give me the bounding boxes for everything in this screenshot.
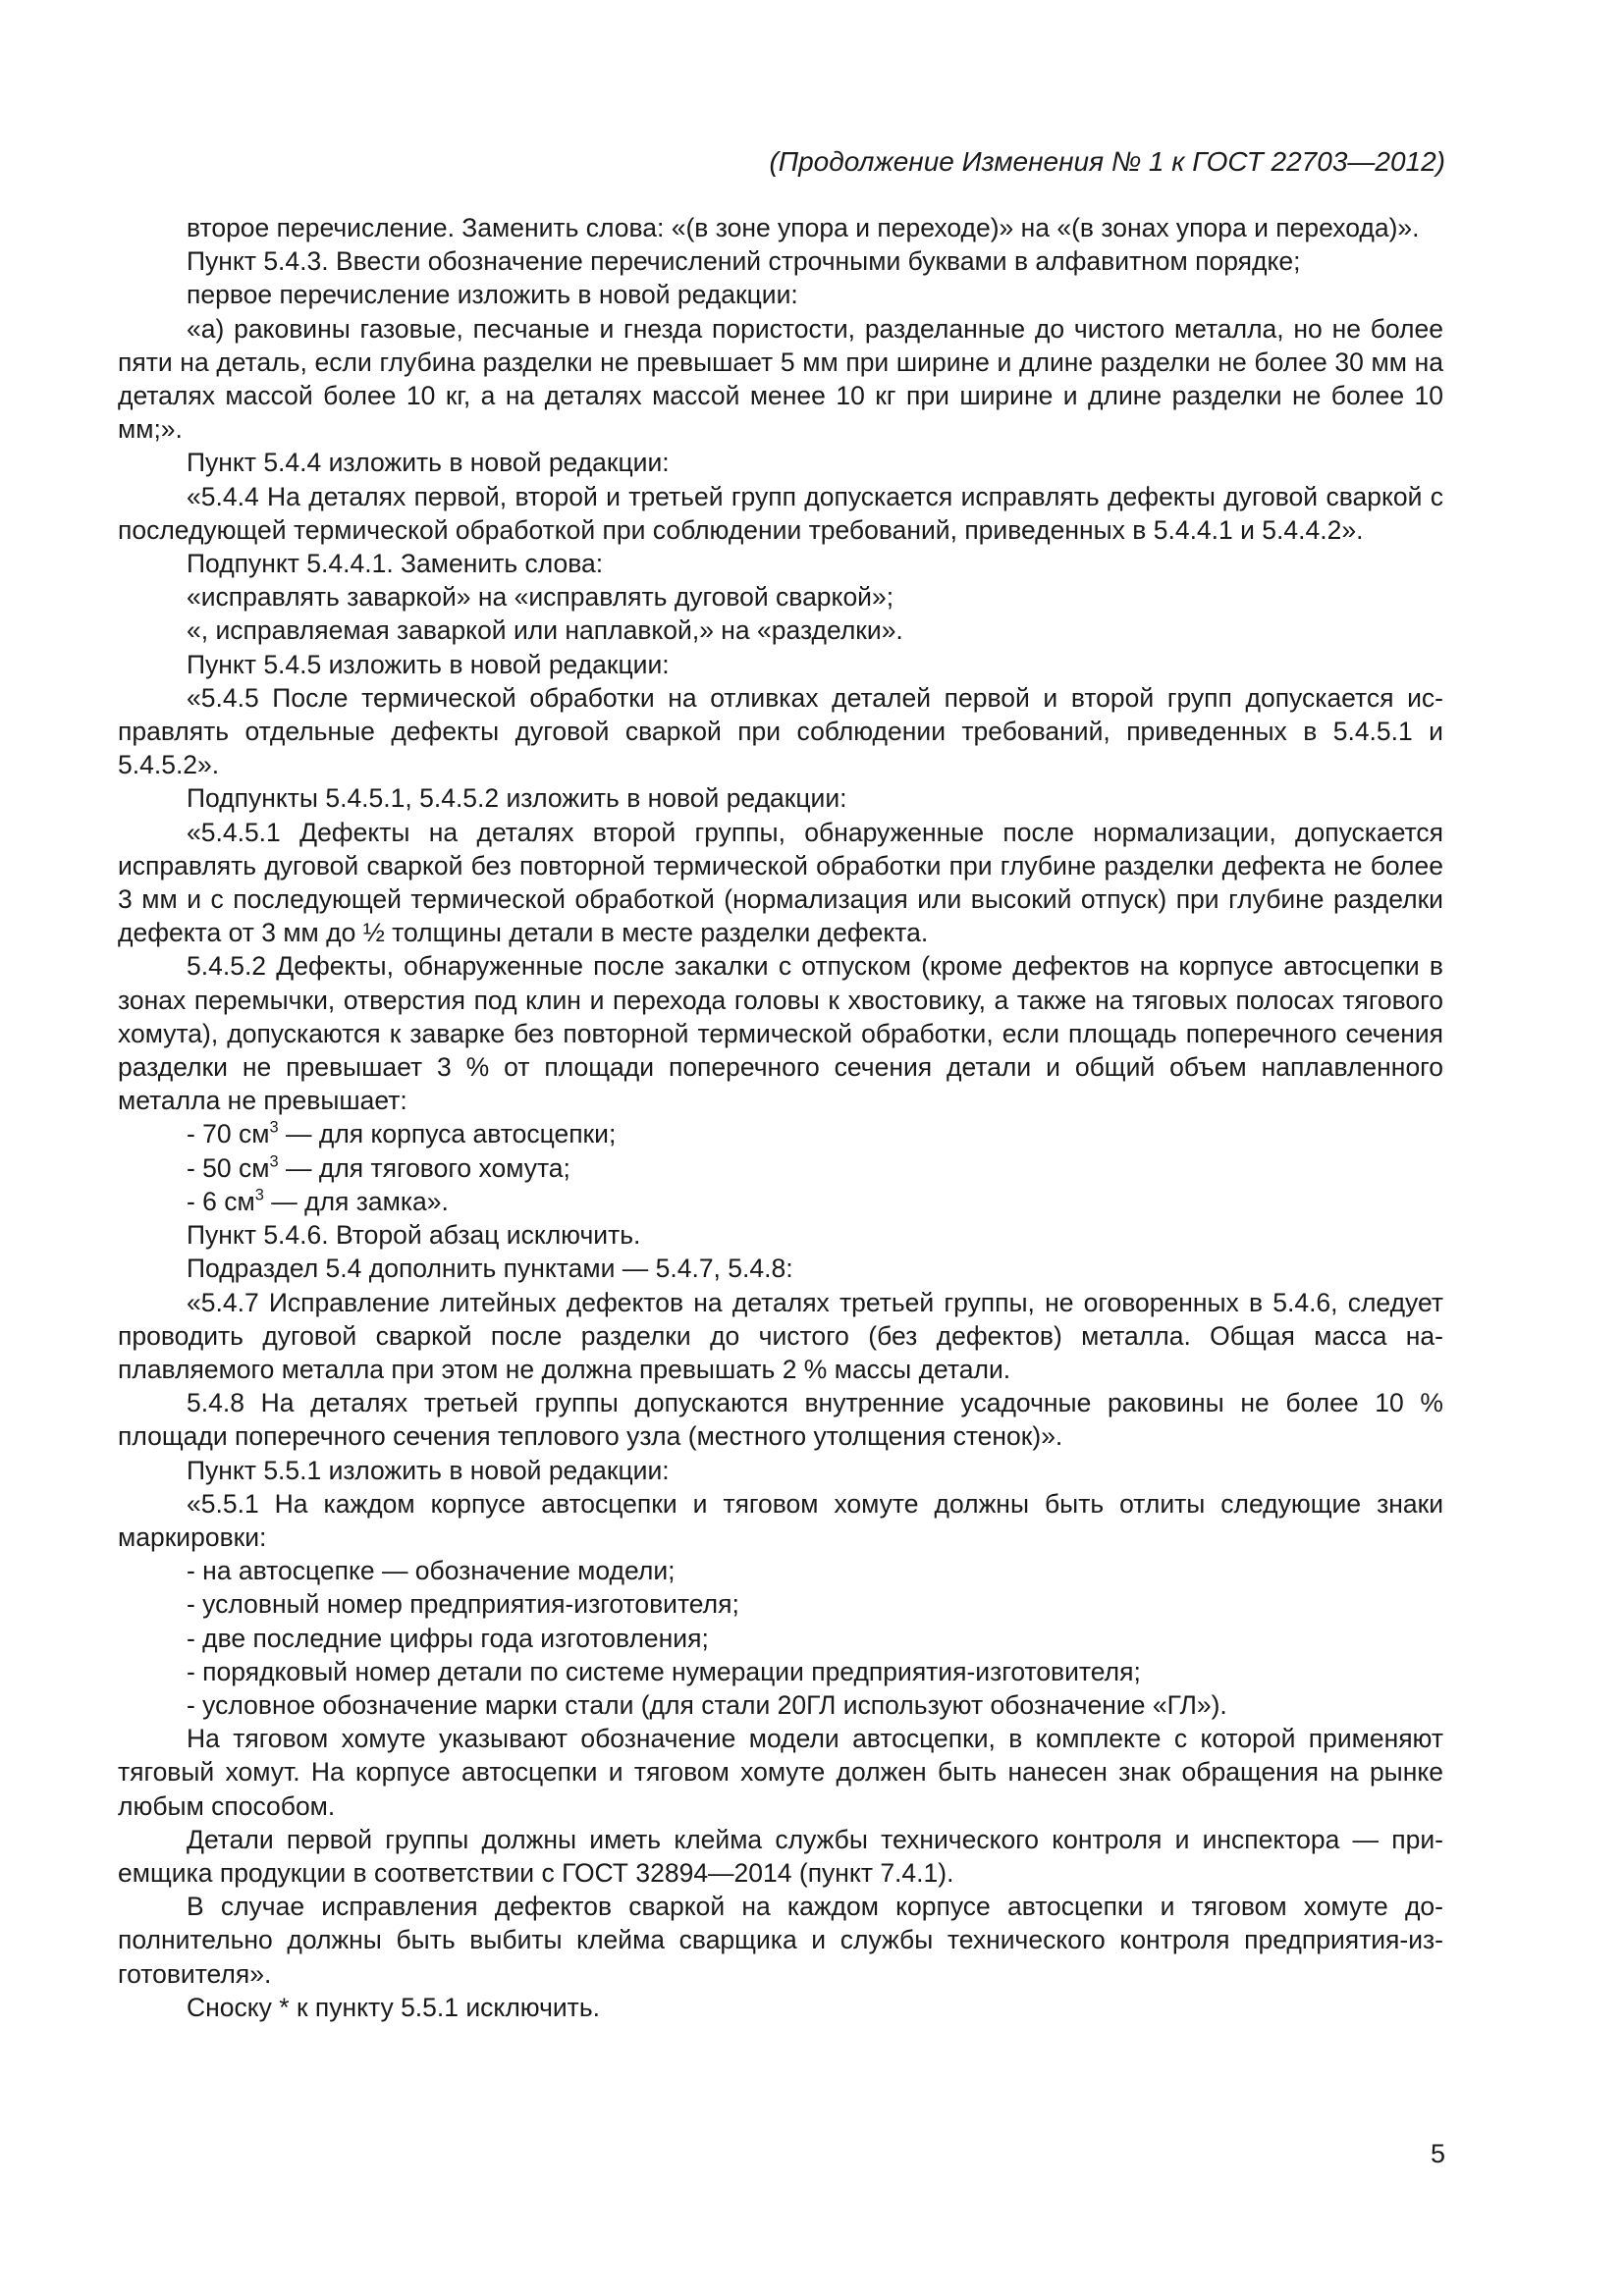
paragraph: На тяговом хомуте указывают обозначение модели автосцепки, в комплекте с которой применяют тяговый хомут. На корпусе автосцепки и тяговом хомуте должен быть нанесен знак обращения на рынке любым способом. xyxy=(118,1724,1443,1821)
marking-item: - условный номер предприятия-изготовителя; xyxy=(187,1589,739,1620)
marking-item: - на автосцепке — обозначение модели; xyxy=(187,1556,676,1586)
volume-item xyxy=(118,1151,1443,1185)
volume-item-text: — для замка». xyxy=(263,1186,449,1216)
volume-item-text: - 70 см xyxy=(187,1119,270,1149)
volume-item-text: — для тягового хомута; xyxy=(278,1152,570,1183)
volume-item-exponent: 3 xyxy=(254,1186,264,1204)
marking-item: - две последние цифры года изготовления; xyxy=(187,1623,709,1653)
volume-item-text: - 6 см xyxy=(187,1186,255,1216)
paragraph: Пункт 5.4.6. Второй абзац исключить. xyxy=(187,1220,641,1251)
marking-item: - условное обозначение марки стали (для стали 20ГЛ используют обозначение «ГЛ»). xyxy=(187,1689,1227,1720)
page-header: (Продолжение Изменения № 1 к ГОСТ 22703—2012) xyxy=(769,146,1445,177)
paragraph: В случае исправления дефектов сваркой на каждом корпусе автосцепки и тяговом хомуте дополнительно должны быть выбиты клейма сварщика и службы технического контроля предприятия-изготовителя». xyxy=(118,1892,1443,1989)
paragraph: Пункт 5.4.5 изложить в новой редакции: xyxy=(187,649,670,679)
paragraph: второе перечисление. Заменить слова: «(в зоне упора и переходе)» на «(в зонах упора и перехода)». xyxy=(187,213,1420,242)
paragraph: Подпункт 5.4.4.1. Заменить слова: xyxy=(187,549,604,579)
paragraph: «, исправляемая заваркой или наплавкой,» на «разделки». xyxy=(187,615,903,646)
paragraph: «исправлять заваркой» на «исправлять дуговой сваркой»; xyxy=(187,582,894,613)
paragraph: Пункт 5.5.1 изложить в новой редакции: xyxy=(187,1455,670,1485)
paragraph: «а) раковины газовые, песчаные и гнезда пористости, разделанные до чистого металла, но не более пяти на деталь, если глубина разделки не превышает 5 мм при ширине и длине разделки не более 30 мм на деталях массой более 10 кг, а на деталях массой менее 10 кг при ширине и длине разделки не более 10 мм;». xyxy=(118,313,1443,445)
paragraph: 5.4.5.2 Дефекты, обнаруженные после закалки с отпуском (кроме дефектов на корпусе автосцепки в зонах перемычки, отверстия под клин и перехода головы к хвостовику, а также на тяговых полосах тягового хомута), допускаются к заварке без повторной термической обработки, если площадь поперечного сечения разделки не превышает 3 % от площади поперечного сечения детали и общий объем наплавленного металла не превышает: xyxy=(118,951,1443,1116)
paragraph: первое перечисление изложить в новой редакции: xyxy=(187,280,798,310)
paragraph: Пункт 5.4.4 изложить в новой редакции: xyxy=(187,448,670,478)
volume-item xyxy=(118,1185,1443,1218)
paragraph: «5.5.1 На каждом корпусе автосцепки и тяговом хомуте должны быть отлиты следующие знаки маркировки: xyxy=(118,1488,1443,1552)
paragraph: Подраздел 5.4 дополнить пунктами — 5.4.7, 5.4.8: xyxy=(187,1254,793,1284)
volume-item-exponent: 3 xyxy=(269,1152,279,1171)
volume-item-text: — для корпуса автосцепки; xyxy=(278,1119,617,1149)
paragraph: Подпункты 5.4.5.1, 5.4.5.2 изложить в новой редакции: xyxy=(187,783,847,814)
paragraph: «5.4.7 Исправление литейных дефектов на деталях третьей группы, не оговоренных в 5.4.6, следует проводить дуговой сваркой после разделки до чистого (без дефектов) металла. Общая масса наплавляемого металла при этом не должна превышать 2 % массы детали. xyxy=(118,1287,1443,1384)
marking-item: - порядковый номер детали по системе нумерации предприятия-изготовителя; xyxy=(187,1656,1141,1686)
volume-item-exponent: 3 xyxy=(269,1118,279,1137)
paragraph: 5.4.8 На деталях третьей группы допускаются внутренние усадочные раковины не более 10 % площади поперечного сечения теплового узла (местного утолщения стенок)». xyxy=(118,1388,1443,1452)
page-number: 5 xyxy=(1430,2139,1445,2168)
paragraph: Пункт 5.4.3. Ввести обозначение перечислений строчными буквами в алфавитном порядке; xyxy=(187,246,1301,277)
volume-item xyxy=(118,1117,1443,1150)
paragraph: «5.4.4 На деталях первой, второй и третьей групп допускается исправлять дефекты дуговой сваркой с последующей термической обработкой при соблюдении требований, приведенных в 5.4.4.1 и 5.4.4.2». xyxy=(118,481,1443,545)
paragraph: «5.4.5.1 Дефекты на деталях второй группы, обнаруженные после нормализации, допускается исправлять дуговой сваркой без повторной термической обработки при глубине разделки дефекта не более 3 мм и с последующей термической обработкой (нормализация или высокий отпуск) при глубине разделки дефекта от 3 мм до ½ толщины детали в месте разделки дефекта. xyxy=(118,817,1443,948)
paragraph: Детали первой группы должны иметь клейма службы технического контроля и инспектора — приемщика продукции в соответствии с ГОСТ 32894—2014 (пункт 7.4.1). xyxy=(118,1824,1443,1888)
paragraph: «5.4.5 После термической обработки на отливках деталей первой и второй групп допускается исправлять отдельные дефекты дуговой сваркой при соблюдении требований, приведенных в 5.4.5.1 и 5.4.5.2». xyxy=(118,682,1443,780)
volume-item-text: - 50 см xyxy=(187,1152,270,1183)
document-body xyxy=(118,211,1443,2024)
paragraph: Сноску * к пункту 5.5.1 исключить. xyxy=(187,1992,600,2022)
